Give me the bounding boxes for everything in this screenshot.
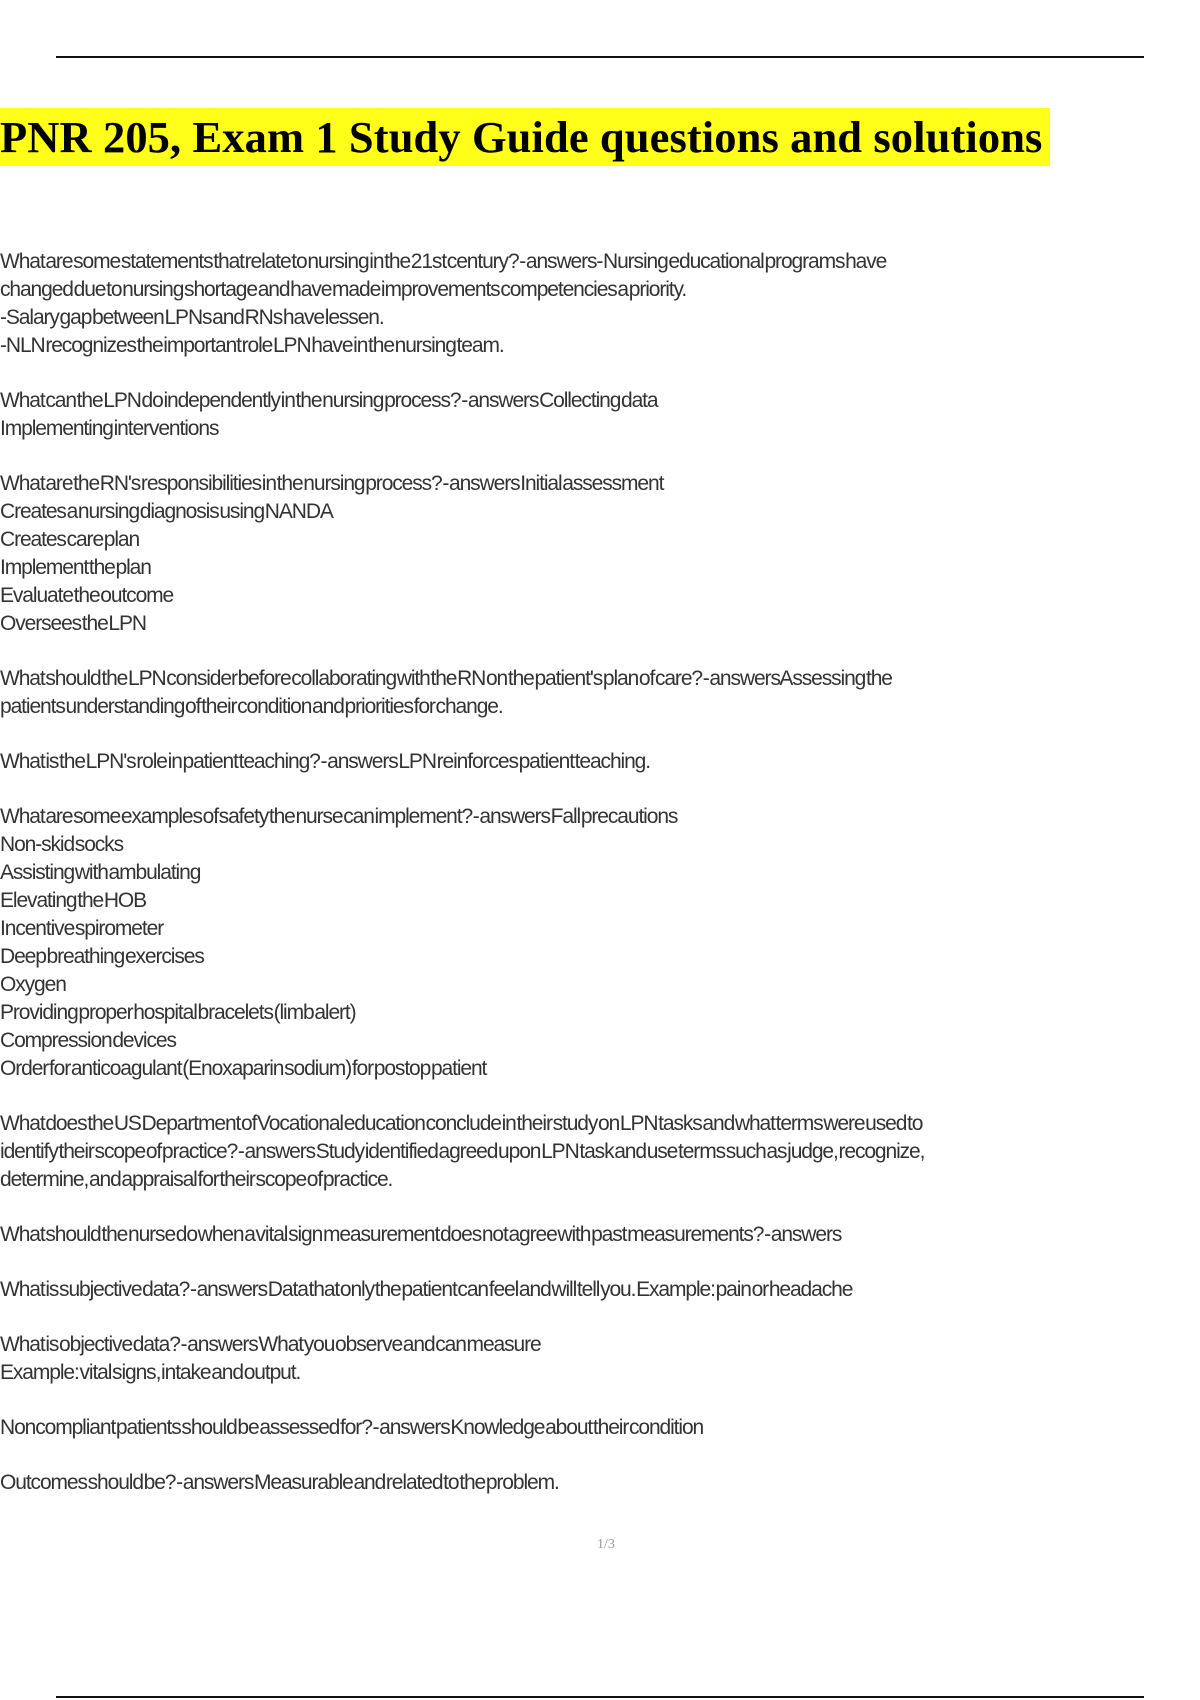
question-line: What can the LPN do independently in the nursing process? - answers Collecting data: [0, 389, 658, 412]
qa-item: [0, 248, 1200, 360]
qa-item: [0, 1110, 1200, 1194]
page-number: 1/3: [597, 1537, 615, 1552]
answer-line: -NLN recognizes the important role LPN have in the nursing team.: [0, 334, 504, 357]
question-line: What is subjective data? - answers Data that only the patient can feel and will tell you. Example: pain or headache: [0, 1278, 853, 1301]
answer-line: Providing proper hospital bracelets (limb alert): [0, 1001, 356, 1024]
qa-item: [0, 748, 1200, 776]
answer-line: patients understanding of their condition and priorities for change.: [0, 695, 503, 718]
answer-line: Evaluate the outcome: [0, 584, 174, 607]
answer-line: Non-skid socks: [0, 833, 123, 856]
answer-line: Elevating the HOB: [0, 889, 147, 912]
bottom-divider: [56, 1696, 1144, 1698]
question-line: What is the LPN's role in patient teaching? - answers LPN reinforces patient teaching.: [0, 750, 650, 773]
qa-list: [0, 248, 1200, 1524]
answer-line: Implement the plan: [0, 556, 151, 579]
answer-line: Assisting with ambulating: [0, 861, 201, 884]
answer-line: Order for anticoagulant (Enoxaparin sodium) for postop patient: [0, 1057, 487, 1080]
qa-item: [0, 1469, 1200, 1497]
question-line: Outcomes should be? - answers Measurable and related to the problem.: [0, 1471, 559, 1494]
answer-line: Creates care plan: [0, 528, 140, 551]
answer-line: Incentive spirometer: [0, 917, 164, 940]
answer-line: Oversees the LPN: [0, 612, 146, 635]
top-divider: [56, 56, 1144, 58]
question-line: What are some statements that relate to nursing in the 21st century? - answers- Nursing educational programs have: [0, 250, 887, 273]
question-line: What are the RN's responsibilities in the nursing process? - answers Initial assessment: [0, 472, 664, 495]
question-line: What does the US Department of Vocational education conclude in their study on LPN tasks and what terms were used to: [0, 1112, 923, 1135]
answer-line: determine, and appraisal for their scope of practice.: [0, 1168, 393, 1191]
answer-line: changed due to nursing shortage and have made improvements competencies a priority.: [0, 278, 687, 301]
answer-line: Creates a nursing diagnosis using NANDA: [0, 500, 333, 523]
qa-item: [0, 1414, 1200, 1442]
document-title: PNR 205, Exam 1 Study Guide questions and solutions: [0, 108, 1050, 166]
qa-item: [0, 1221, 1200, 1249]
question-line: Noncompliant patients should be assessed for? - answers Knowledge about their condition: [0, 1416, 704, 1439]
qa-item: [0, 665, 1200, 721]
qa-item: [0, 470, 1200, 638]
answer-line: Oxygen: [0, 973, 66, 996]
question-line: What should the nurse do when a vital sign measurement does not agree with past measurements? - answers: [0, 1223, 842, 1246]
answer-line: Compression devices: [0, 1029, 176, 1052]
answer-line: Implementing interventions: [0, 417, 219, 440]
answer-line: identify their scope of practice? - answers Study identified agreed upon LPN task and use terms such as judge, recognize,: [0, 1140, 925, 1163]
question-line: What is objective data? - answers What you observe and can measure: [0, 1333, 541, 1356]
question-line: What should the LPN consider before collaborating with the RN on the patient's plan of care? - answers Assessing the: [0, 667, 892, 690]
answer-line: Example: vital signs, intake and output.: [0, 1361, 301, 1384]
qa-item: [0, 803, 1200, 1083]
qa-item: [0, 387, 1200, 443]
answer-line: Deep breathing exercises: [0, 945, 204, 968]
qa-item: [0, 1276, 1200, 1304]
question-line: What are some examples of safety the nurse can implement? - answers Fall precautions: [0, 805, 678, 828]
qa-item: [0, 1331, 1200, 1387]
answer-line: -Salary gap between LPNs and RNs have lessen.: [0, 306, 384, 329]
